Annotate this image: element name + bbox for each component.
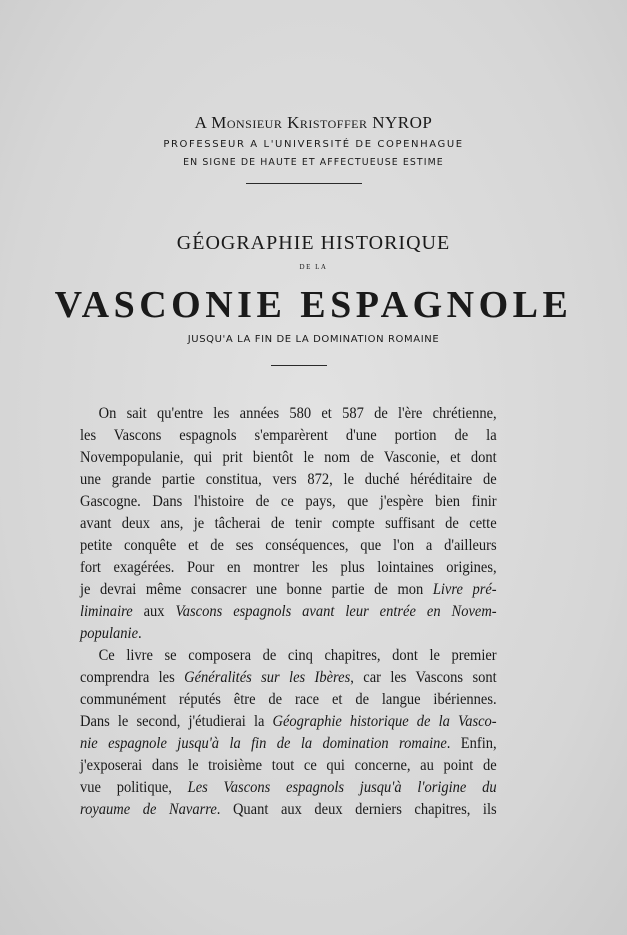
body-line: fort exagérées. Pour en montrer les plus lointaines origines, <box>80 559 497 576</box>
dedication-line-2: EN SIGNE DE HAUTE ET AFFECTUEUSE ESTIME <box>183 157 444 168</box>
divider-rule <box>271 365 327 366</box>
body-line: je devrai même consacrer une bonne partie de mon Livre pré- <box>80 581 497 598</box>
body-line: Novempopulanie, qui prit bientôt le nom de Vasconie, et dont <box>80 449 497 466</box>
dedication-name: A Monsieur Kristoffer NYROP <box>194 113 433 132</box>
body-line: communément réputés être de race et de langue ibériennes. <box>80 691 497 708</box>
body-line: les Vascons espagnols s'emparèrent d'une portion de la <box>80 427 497 444</box>
body-line: avant deux ans, je tâcherai de tenir compte suffisant de cette <box>80 515 497 532</box>
subtitle: JUSQU'A LA FIN DE LA DOMINATION ROMAINE <box>187 334 440 345</box>
body-line: populanie. <box>80 625 142 642</box>
body-line: petite conquête et de ses conséquences, que l'on a d'ailleurs <box>80 537 497 554</box>
body-line: une grande partie constitua, vers 872, le duché héréditaire de <box>80 471 497 488</box>
title-supertitle: GÉOGRAPHIE HISTORIQUE <box>176 232 451 254</box>
body-line: royaume de Navarre. Quant aux deux derniers chapitres, ils <box>80 801 497 818</box>
divider-rule <box>246 183 362 184</box>
body-line: comprendra les Généralités sur les Ibères, car les Vascons sont <box>80 669 497 686</box>
main-title: VASCONIE ESPAGNOLE <box>54 284 573 326</box>
body-line: nie espagnole jusqu'à la fin de la domination romaine. Enfin, <box>80 735 497 752</box>
title-connector: DE LA <box>299 263 328 271</box>
dedication-line-1: PROFESSEUR A L'UNIVERSITÉ DE COPENHAGUE <box>163 139 464 150</box>
body-line: vue politique, Les Vascons espagnols jusqu'à l'origine du <box>80 779 497 796</box>
body-line: j'exposerai dans le troisième tout ce qui concerne, au point de <box>80 757 497 774</box>
body-line: liminaire aux Vascons espagnols avant leur entrée en Novem- <box>80 603 497 620</box>
body-line: Dans le second, j'étudierai la Géographie historique de la Vasco- <box>80 713 497 730</box>
body-line: On sait qu'entre les années 580 et 587 de l'ère chrétienne, <box>98 405 497 422</box>
body-line: Ce livre se composera de cinq chapitres, dont le premier <box>98 647 497 664</box>
body-line: Gascogne. Dans l'histoire de ce pays, que j'espère bien finir <box>80 493 497 510</box>
